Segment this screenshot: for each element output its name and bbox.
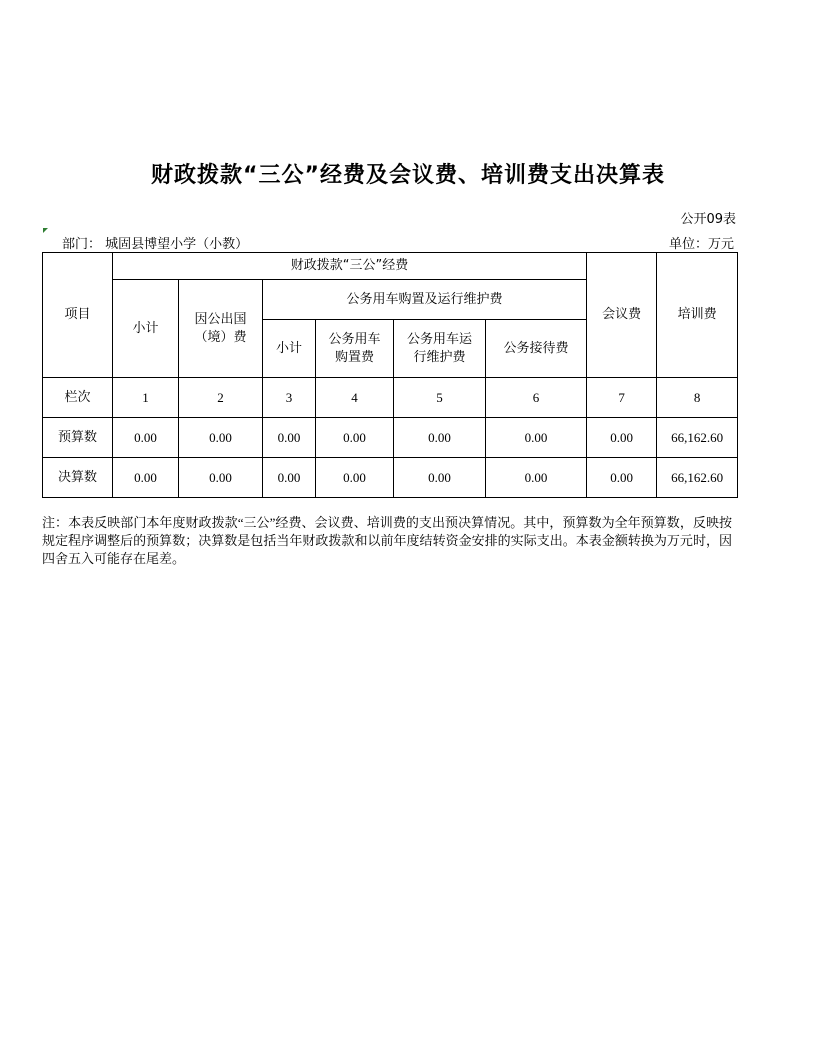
page-title: 财政拨款“三公”经费及会议费、培训费支出决算表 bbox=[151, 163, 665, 188]
header-vehicle: 公务用车购置及运行维护费 bbox=[263, 280, 587, 320]
final-value-1: 0.00 bbox=[113, 458, 179, 498]
row-label-budget: 预算数 bbox=[43, 418, 113, 458]
header-vehicle-operation bbox=[394, 320, 486, 378]
table-row bbox=[43, 458, 738, 498]
column-index-6: 6 bbox=[486, 378, 587, 418]
header-reception: 公务接待费 bbox=[486, 320, 587, 378]
department-name: 城固县博望小学（小教） bbox=[105, 237, 249, 252]
header-item: 项目 bbox=[43, 253, 113, 378]
table-row bbox=[43, 418, 738, 458]
budget-table bbox=[42, 252, 738, 498]
header-training: 培训费 bbox=[657, 253, 738, 378]
header-abroad-line2: （境）费 bbox=[194, 329, 247, 345]
final-value-7: 0.00 bbox=[587, 458, 657, 498]
header-subtotal: 小计 bbox=[113, 280, 179, 378]
budget-value-4: 0.00 bbox=[316, 418, 394, 458]
header-vehicle-operation-line2: 行维护费 bbox=[413, 349, 466, 365]
unit-label: 单位：万元 bbox=[668, 237, 734, 252]
form-number: 公开09表 bbox=[680, 212, 736, 227]
budget-value-5: 0.00 bbox=[394, 418, 486, 458]
table-note: 注：本表反映部门本年度财政拨款“三公”经费、会议费、培训费的支出预决算情况。其中，预算数为全年预算数，反映按规定程序调整后的预算数；决算数是包括当年财政拨款和以前年度结转资金安排的实际支出。本表金额转换为万元时，因四舍五入可能存在尾差。 bbox=[42, 515, 732, 566]
column-index-7: 7 bbox=[587, 378, 657, 418]
budget-value-2: 0.00 bbox=[179, 418, 263, 458]
column-index-label: 栏次 bbox=[43, 378, 113, 418]
header-abroad-line1: 因公出国 bbox=[194, 311, 247, 327]
final-value-4: 0.00 bbox=[316, 458, 394, 498]
final-value-3: 0.00 bbox=[263, 458, 316, 498]
column-index-3: 3 bbox=[263, 378, 316, 418]
header-vehicle-operation-line1: 公务用车运 bbox=[406, 331, 472, 347]
department bbox=[62, 233, 248, 252]
final-value-5: 0.00 bbox=[394, 458, 486, 498]
header-abroad bbox=[179, 280, 263, 378]
final-value-6: 0.00 bbox=[486, 458, 587, 498]
column-index-2: 2 bbox=[179, 378, 263, 418]
header-three-public: 财政拨款“三公”经费 bbox=[113, 253, 587, 280]
header-vehicle-purchase bbox=[316, 320, 394, 378]
department-label: 部门： bbox=[62, 237, 102, 252]
final-value-2: 0.00 bbox=[179, 458, 263, 498]
column-index-4: 4 bbox=[316, 378, 394, 418]
header-vehicle-purchase-line2: 购置费 bbox=[334, 349, 374, 365]
column-index-1: 1 bbox=[113, 378, 179, 418]
budget-value-8: 66,162.60 bbox=[657, 418, 738, 458]
final-value-8: 66,162.60 bbox=[657, 458, 738, 498]
cell-comment-marker bbox=[43, 228, 48, 233]
header-vehicle-subtotal: 小计 bbox=[263, 320, 316, 378]
budget-value-6: 0.00 bbox=[486, 418, 587, 458]
column-index-8: 8 bbox=[657, 378, 738, 418]
row-label-final: 决算数 bbox=[43, 458, 113, 498]
column-index-5: 5 bbox=[394, 378, 486, 418]
header-vehicle-purchase-line1: 公务用车 bbox=[328, 331, 381, 347]
budget-value-3: 0.00 bbox=[263, 418, 316, 458]
budget-value-1: 0.00 bbox=[113, 418, 179, 458]
budget-value-7: 0.00 bbox=[587, 418, 657, 458]
header-meeting: 会议费 bbox=[587, 253, 657, 378]
